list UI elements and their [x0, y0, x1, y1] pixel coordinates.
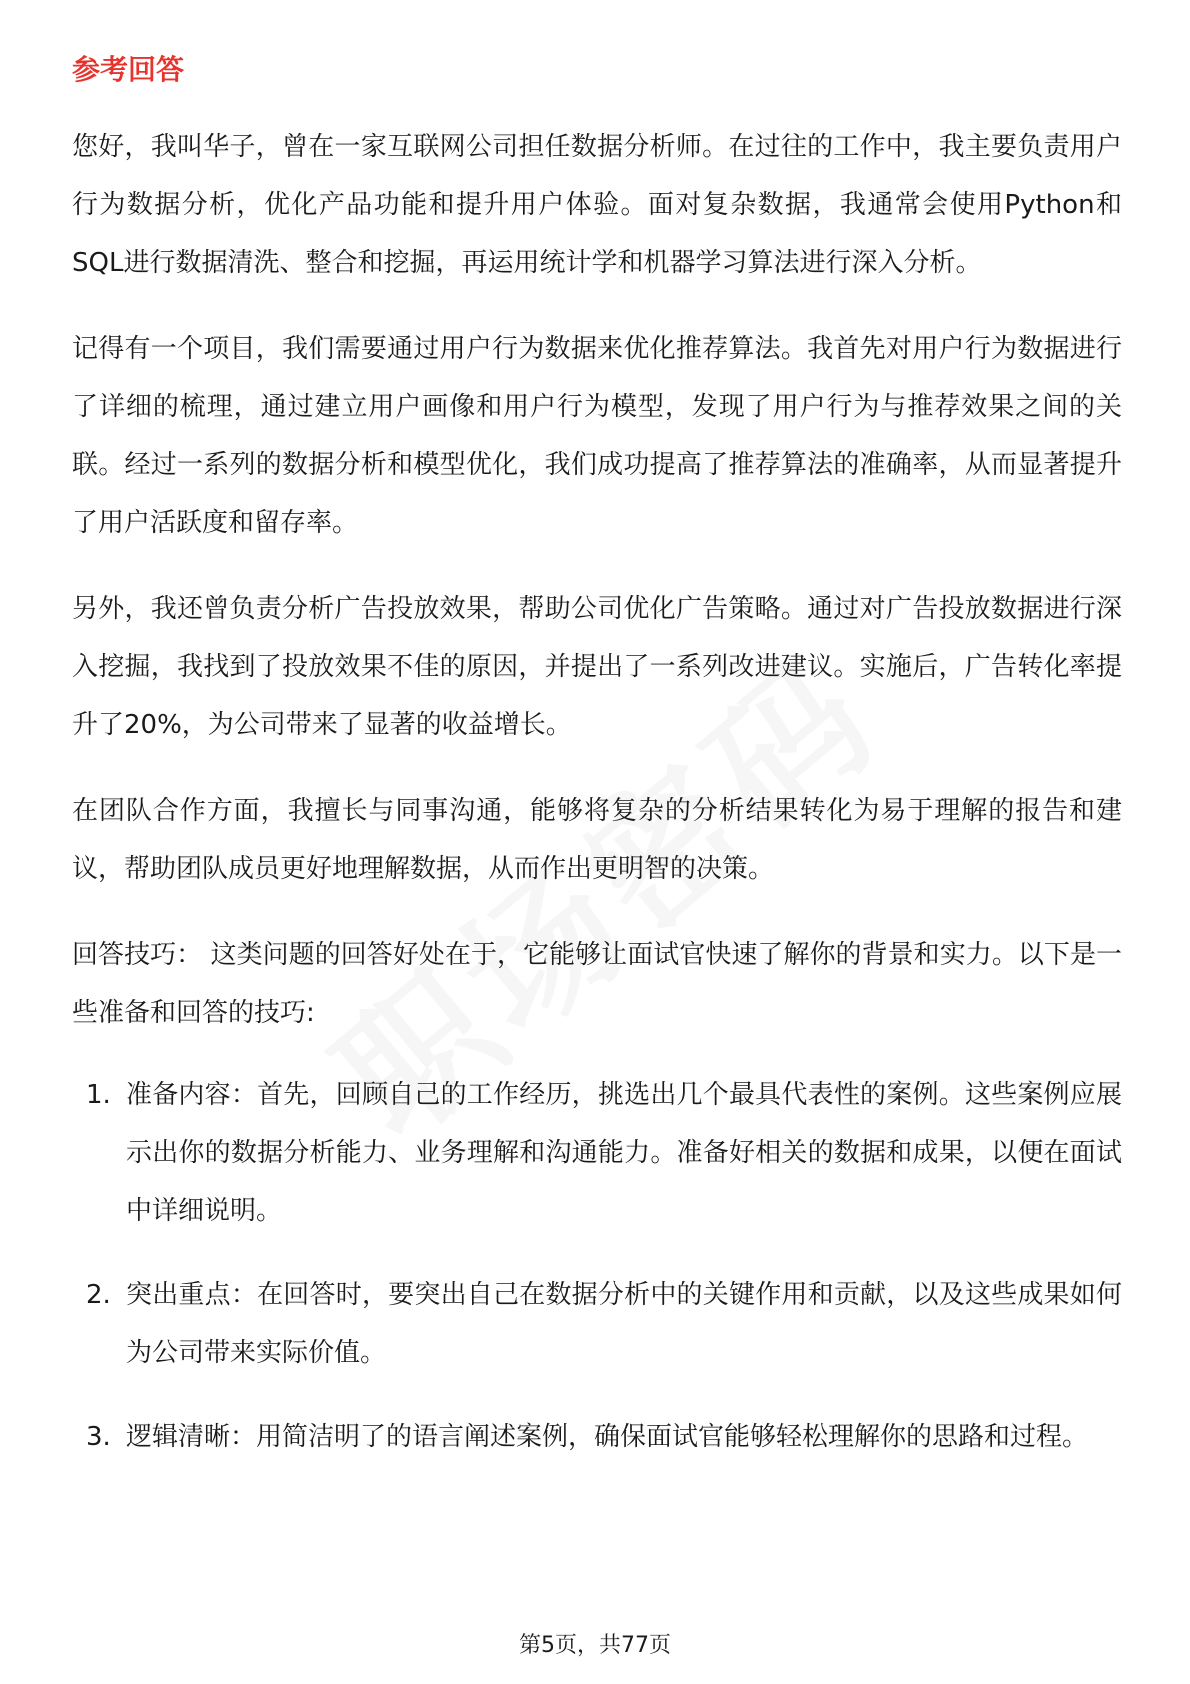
- paragraph-tips-intro: 回答技巧： 这类问题的回答好处在于，它能够让面试官快速了解你的背景和实力。以下是一些准备和回答的技巧:: [72, 940, 1122, 1028]
- list-item-text: 逻辑清晰：用简洁明了的语言阐述案例，确保面试官能够轻松理解你的思路和过程。: [126, 1422, 1089, 1452]
- tips-list: [72, 1066, 1122, 1466]
- paragraph-teamwork: 在团队合作方面，我擅长与同事沟通，能够将复杂的分析结果转化为易于理解的报告和建议，帮助团队成员更好地理解数据，从而作出更明智的决策。: [72, 796, 1122, 884]
- paragraph-project: 记得有一个项目，我们需要通过用户行为数据来优化推荐算法。我首先对用户行为数据进行了详细的梳理，通过建立用户画像和用户行为模型，发现了用户行为与推荐效果之间的关联。经过一系列的数据分析和模型优化，我们成功提高了推荐算法的准确率，从而显著提升了用户活跃度和留存率。: [72, 334, 1122, 538]
- list-item-number: 3.: [86, 1422, 111, 1452]
- list-item-number: 2.: [86, 1280, 111, 1310]
- paragraph-intro: 您好，我叫华子，曾在一家互联网公司担任数据分析师。在过往的工作中，我主要负责用户行为数据分析，优化产品功能和提升用户体验。面对复杂数据，我通常会使用Python和SQL进行数据清洗、整合和挖掘，再运用统计学和机器学习算法进行深入分析。: [72, 132, 1122, 278]
- list-item: [72, 1408, 1122, 1466]
- list-item: [72, 1266, 1122, 1382]
- list-item: [72, 1066, 1122, 1240]
- paragraph-ads: 另外，我还曾负责分析广告投放效果，帮助公司优化广告策略。通过对广告投放数据进行深入挖掘，我找到了投放效果不佳的原因，并提出了一系列改进建议。实施后，广告转化率提升了20%，为公司带来了显著的收益增长。: [72, 594, 1122, 740]
- list-item-text: 准备内容：首先，回顾自己的工作经历，挑选出几个最具代表性的案例。这些案例应展示出你的数据分析能力、业务理解和沟通能力。准备好相关的数据和成果，以便在面试中详细说明。: [126, 1080, 1122, 1226]
- page-number: 第5页，共77页: [519, 1633, 671, 1658]
- answer-content: [72, 118, 1122, 1492]
- section-heading: 参考回答: [72, 53, 185, 86]
- list-item-number: 1.: [86, 1080, 111, 1110]
- list-item-text: 突出重点：在回答时，要突出自己在数据分析中的关键作用和贡献，以及这些成果如何为公司带来实际价值。: [126, 1280, 1122, 1368]
